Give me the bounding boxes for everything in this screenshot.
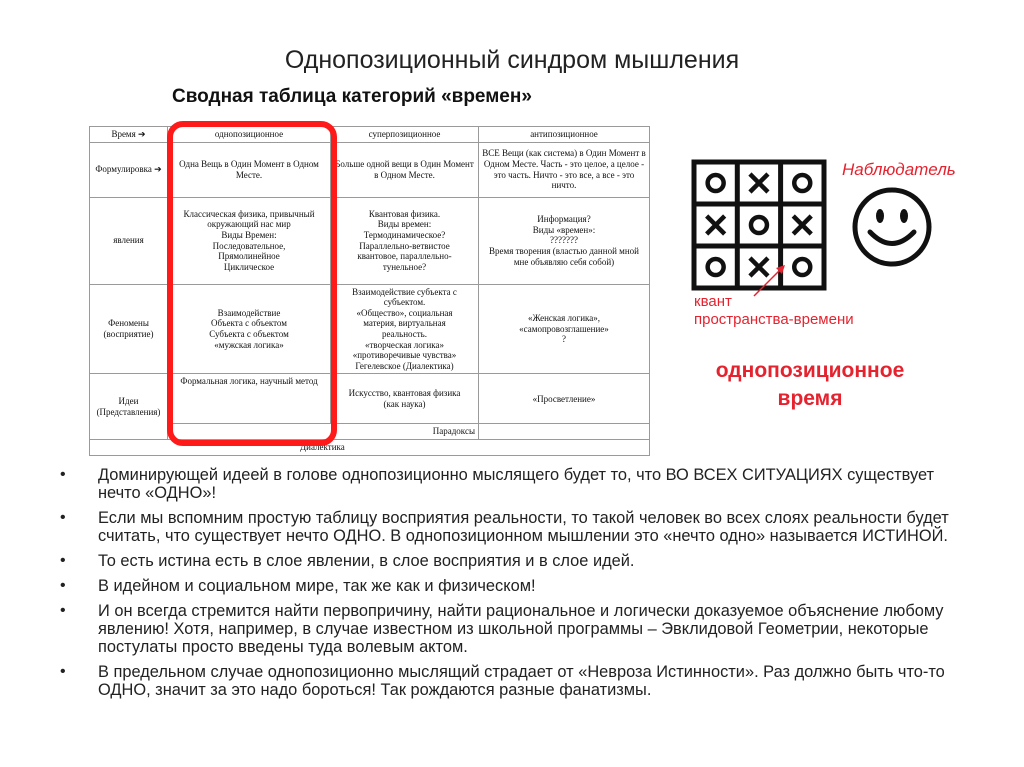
table-cell: ВСЕ Вещи (как система) в Один Момент в Одном Месте. Часть - это целое, а целое - это часть. Ничто - это все, а все - это ничто. [479,142,650,197]
smiley-face-icon [850,185,934,269]
bullet-list [60,466,980,706]
table-row [90,440,650,456]
circle-mark-icon [794,175,810,191]
table-cell [479,424,650,440]
one-position-time-label [694,357,926,413]
table-cell: «Просветление» [479,374,650,424]
big-label-line: время [777,387,843,410]
header-cell: однопозиционное [168,127,331,143]
table-caption: Сводная таблица категорий «времен» [172,86,532,107]
row-label: Феномены (восприятие) [90,284,168,374]
table-cell: Одна Вещь в Один Момент в Одном Месте. [168,142,331,197]
list-item: • Если мы вспомним простую таблицу восприятия реальности, то такой человек во всех слоях реальности будет считать, что существует нечто ОДНО. В однопозиционном мышлении это «нечто одно» называется ИСТИНОЙ. [60,509,980,545]
table-row [90,284,650,374]
list-item: • И он всегда стремится найти первопричину, найти рациональное и логически доказуемое объяснение любому явлению! Хотя, например, в случае известном из школьной программы – Эвклидовой Геометрии, некоторые постулаты просто введены туда волевым актом. [60,602,980,656]
list-item: • В предельном случае однопозиционно мыслящий страдает от «Невроза Истинности». Раз должно быть что-то ОДНО, значит за это надо бороться! Так рождаются разные фанатизмы. [60,663,980,699]
table-row [90,374,650,424]
table-cell: Взаимодействие Объекта с объектом Субъекта с объектом «мужская логика» [168,284,331,374]
row-label: Идеи (Представления) [90,374,168,440]
dialectics-cell: Диалектика [90,440,650,456]
big-label-line: однопозиционное [715,359,905,382]
table-cell: Больше одной вещи в Один Момент в Одном Месте. [331,142,479,197]
list-item: • В идейном и социальном мире, так же как и физическом! [60,577,980,595]
table-cell: Квантовая физика. Виды времен: Термодинамическое? Параллельно-ветвистое квантовое, параллельно- тунельное? [331,197,479,284]
cross-mark-icon [707,216,725,234]
circle-mark-icon [708,175,724,191]
header-cell: Время ➔ [90,127,168,143]
paradoxes-cell: Парадоксы [168,424,479,440]
cross-mark-icon [793,216,811,234]
cross-mark-icon [750,174,768,192]
header-cell: антипозиционное [479,127,650,143]
row-label: Формулировка ➔ [90,142,168,197]
table-row [90,197,650,284]
quant-label-line: квант [694,293,732,310]
summary-table [89,126,650,456]
list-item: • То есть истина есть в слое явлении, в слое восприятия и в слое идей. [60,552,980,570]
list-item: • Доминирующей идеей в голове однопозиционно мыслящего будет то, что ВО ВСЕХ СИТУАЦИЯХ существует нечто «ОДНО»! [60,466,980,502]
row-label: явления [90,197,168,284]
table-cell: Классическая физика, привычный окружающий нас мир Виды Времен: Последовательное, Прямолинейное Циклическое [168,197,331,284]
table-row [90,424,650,440]
table-cell: «Женская логика», «самопровозглашение» ? [479,284,650,374]
table-header-row [90,127,650,143]
page-title: Однопозиционный синдром мышления [284,46,740,74]
header-cell: суперпозиционное [331,127,479,143]
table-row [90,142,650,197]
table-cell: Информация? Виды «времен»: ??????? Время творения (властью данной мной мне объявляю себя собой) [479,197,650,284]
table-cell: Искусство, квантовая физика (как наука) [331,374,479,424]
circle-mark-icon [751,217,767,233]
quant-label [694,293,854,329]
table-cell: Формальная логика, научный метод [168,374,331,424]
circle-mark-icon [794,259,810,275]
quant-label-line: пространства-времени [694,311,854,328]
observer-label: Наблюдатель [842,160,956,179]
table-cell: Взаимодействие субъекта с субъектом. «Общество», социальная материя, виртуальная реальность. «творческая логика» «противоречивые чувства» Гегелевское (Диалектика) [331,284,479,374]
circle-mark-icon [708,259,724,275]
